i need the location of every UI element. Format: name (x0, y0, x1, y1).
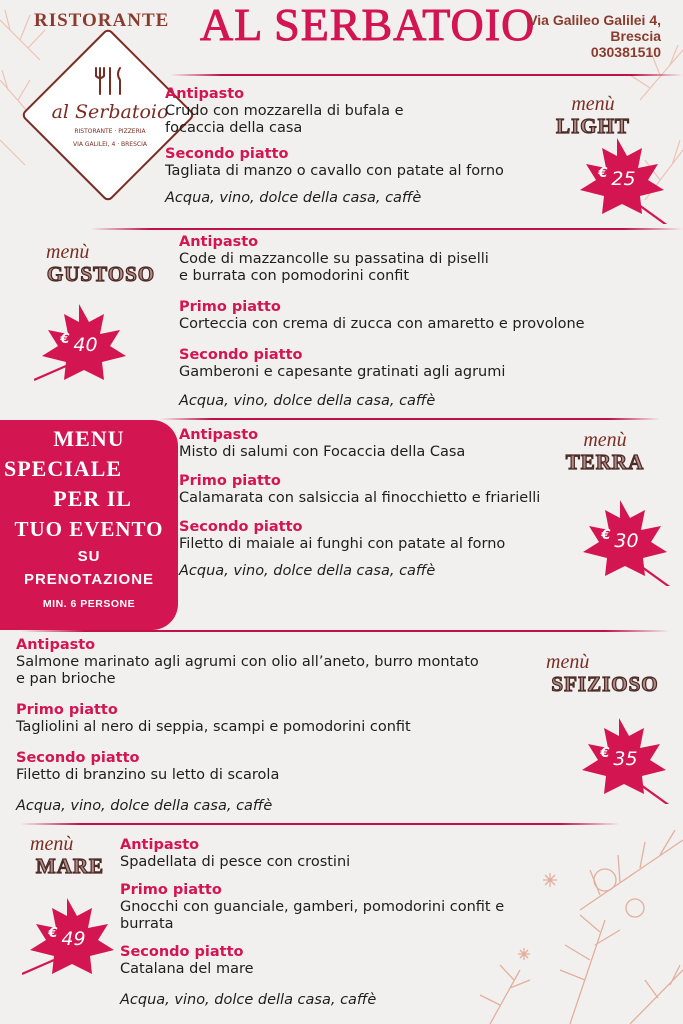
dish-text: Gnocchi con guanciale, gamberi, pomodorini confit e (120, 899, 505, 915)
menu-sfizioso-heading (540, 652, 670, 697)
dish-text: e burrata con pomodorini confit (179, 268, 410, 284)
course-label: Antipasto (179, 234, 259, 250)
menu-name: LIGHT (556, 114, 630, 138)
special-line7: MIN. 6 PERSONE (42, 598, 136, 610)
dish-text: Tagliolini al nero di seppia, scampi e pomodorini confit (16, 719, 411, 735)
logo (48, 52, 172, 176)
phone-number[interactable]: 030381510 (590, 44, 661, 60)
dish-text: focaccia della casa (165, 120, 303, 136)
course-label: Secondo piatto (16, 750, 140, 766)
menu-word: menù (583, 429, 627, 451)
included-text: Acqua, vino, dolce della casa, caffè (120, 992, 377, 1008)
logo-subtitle: RISTORANTE · PIZZERIA (74, 128, 146, 135)
menu-terra-items (179, 427, 619, 580)
restaurant-title: AL SERBATOIO (200, 0, 536, 50)
dish-text: e pan brioche (16, 671, 116, 687)
price-badge-terra (575, 496, 665, 586)
course-label: Primo piatto (120, 882, 222, 898)
dish-text: Code di mazzancolle su passatina di piselli (179, 251, 489, 267)
price-value: 30 (614, 530, 639, 552)
menu-name: GUSTOSO (46, 262, 156, 286)
special-event-banner (0, 420, 178, 630)
special-line2: SPECIALE (4, 456, 123, 481)
dish-text: burrata (120, 916, 174, 932)
divider-2 (160, 418, 660, 420)
currency-symbol: € (598, 165, 608, 181)
dish-text: Salmone marinato agli agrumi con olio all’aneto, burro montato (16, 654, 479, 670)
special-line4: TUO EVENTO (14, 517, 164, 541)
menu-word: menù (46, 241, 90, 263)
menu-mare-items (120, 837, 570, 1009)
course-label: Secondo piatto (179, 347, 303, 363)
price-badge-mare (22, 894, 112, 984)
menu-name: MARE (35, 854, 105, 878)
course-label: Secondo piatto (120, 944, 244, 960)
menu-word: menù (30, 833, 74, 855)
menu-sfizioso-items (16, 637, 556, 815)
price-badge-gustoso (34, 300, 124, 390)
header-address (528, 12, 661, 60)
special-line6: PRENOTAZIONE (23, 571, 155, 588)
menu-word: menù (571, 93, 615, 115)
divider-1 (90, 228, 683, 230)
dish-text: Gamberoni e capesante gratinati agli agrumi (179, 364, 506, 380)
menu-word: menù (546, 651, 590, 673)
included-text: Acqua, vino, dolce della casa, caffè (16, 798, 273, 814)
special-line3: PER IL (53, 486, 132, 511)
dish-text: Tagliata di manzo o cavallo con patate al forno (165, 163, 504, 179)
currency-symbol: € (48, 925, 58, 941)
price-tag (22, 894, 112, 984)
dish-text: Filetto di maiale ai funghi con patate al forno (179, 536, 506, 552)
dish-text: Catalana del mare (120, 961, 254, 977)
currency-symbol: € (601, 527, 611, 543)
course-label: Primo piatto (16, 702, 118, 718)
course-label: Secondo piatto (165, 146, 289, 162)
price-tag (574, 714, 664, 804)
divider-3 (20, 630, 670, 632)
course-label: Antipasto (165, 86, 245, 102)
menu-terra-heading (555, 430, 655, 475)
dish-text: Filetto di branzino su letto di scarola (16, 767, 280, 783)
logo-address: VIA GALILEI, 4 · BRESCIA (73, 141, 147, 148)
included-text: Acqua, vino, dolce della casa, caffè (179, 563, 436, 579)
course-label: Antipasto (179, 427, 259, 443)
course-label: Secondo piatto (179, 519, 303, 535)
included-text: Acqua, vino, dolce della casa, caffè (179, 393, 436, 409)
course-label: Primo piatto (179, 299, 281, 315)
course-label: Antipasto (16, 637, 96, 653)
dish-text: Corteccia con crema di zucca con amaretto e provolone (179, 316, 585, 332)
menu-light-items (165, 86, 565, 207)
currency-symbol: € (600, 745, 610, 761)
address-city: Brescia (610, 28, 661, 44)
included-text: Acqua, vino, dolce della casa, caffè (165, 190, 422, 206)
dish-text: Misto di salumi con Focaccia della Casa (179, 444, 466, 460)
menu-gustoso-heading (36, 242, 166, 287)
logo-script: al Serbatoio (51, 101, 169, 123)
price-value: 35 (613, 748, 638, 770)
special-line1: MENU (53, 426, 125, 451)
menu-gustoso-items (179, 234, 659, 410)
header-prefix: RISTORANTE (34, 10, 170, 31)
price-value: 40 (73, 334, 98, 356)
course-label: Antipasto (120, 837, 200, 853)
divider-4 (20, 823, 620, 825)
menu-light-heading (548, 94, 638, 139)
dish-text: Spadellata di pesce con crostini (120, 854, 351, 870)
price-value: 49 (61, 928, 86, 950)
menu-mare-heading (20, 834, 120, 879)
dish-text: Crudo con mozzarella di bufala e (165, 103, 404, 119)
price-badge-light (572, 134, 662, 224)
dish-text: Calamarata con salsiccia al finocchietto e friarielli (179, 490, 541, 506)
menu-name: TERRA (565, 450, 645, 474)
price-tag (34, 300, 124, 390)
divider-header (170, 74, 683, 76)
cutlery-icon (90, 66, 130, 96)
special-line5: SU (77, 548, 101, 565)
course-label: Primo piatto (179, 473, 281, 489)
price-badge-sfizioso (574, 714, 664, 804)
menu-name: SFIZIOSO (551, 672, 659, 696)
price-value: 25 (611, 168, 636, 190)
currency-symbol: € (60, 331, 70, 347)
price-tag (572, 134, 662, 224)
price-tag (575, 496, 665, 586)
address-street: Via Galileo Galilei 4, (528, 12, 661, 28)
